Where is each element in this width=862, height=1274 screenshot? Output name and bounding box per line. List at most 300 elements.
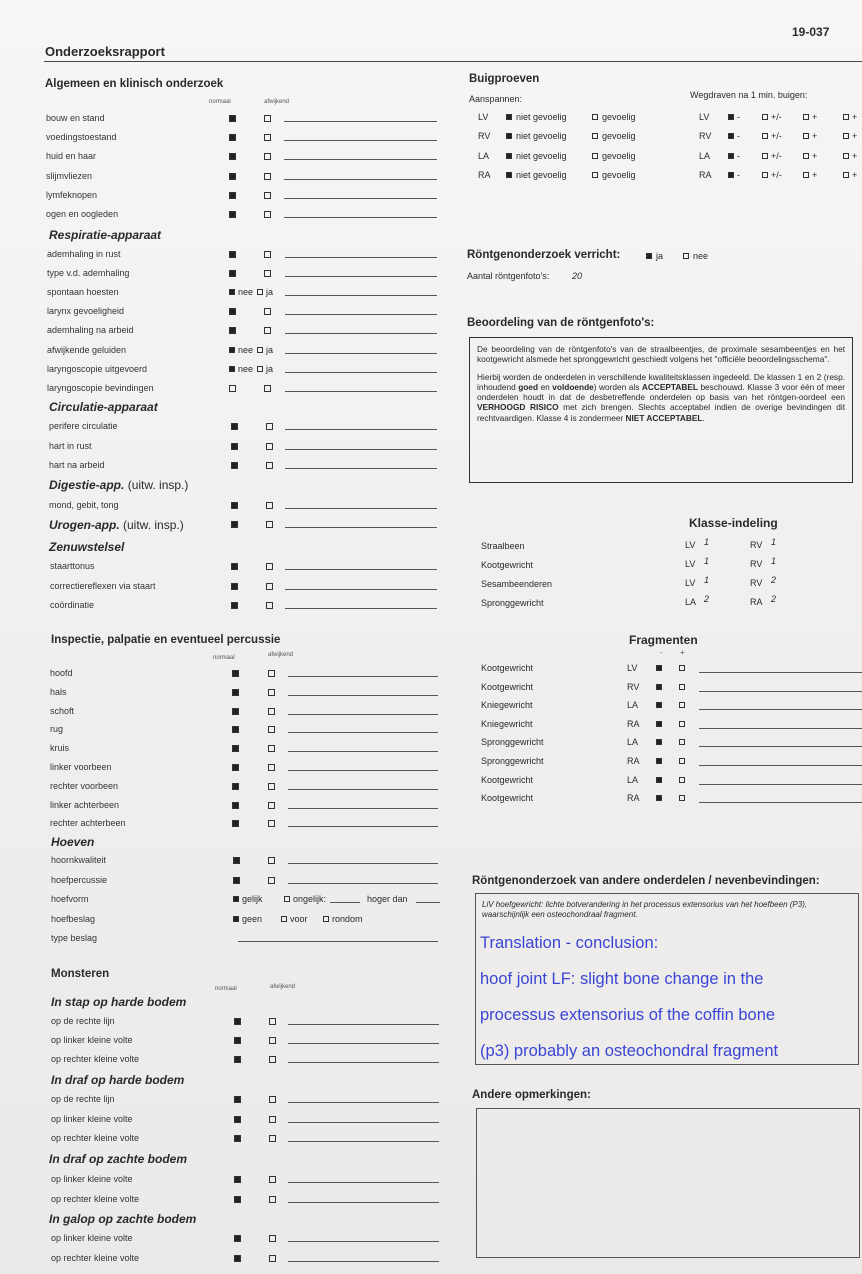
- laryngoscopie-bevindingen-remark-line[interactable]: [285, 391, 437, 392]
- aanspannen-ra-gevoelig-checkbox[interactable]: [592, 172, 598, 178]
- ademhaling-in-rust-remark-line[interactable]: [285, 257, 437, 258]
- fragment-kniegewricht-ra-remark-line[interactable]: [699, 728, 862, 729]
- beoordeling-info-box: [469, 337, 853, 483]
- klasse-straalbeen-value-b: 1: [771, 537, 777, 547]
- voedingstoestand-afwijkend-checkbox[interactable]: [264, 134, 271, 141]
- hoefvorm-ongelijk-line[interactable]: [330, 902, 360, 903]
- row-label-larynx-gevoeligheid: larynx gevoeligheid: [47, 306, 125, 317]
- rechter-achterbeen-remark-line[interactable]: [288, 826, 438, 827]
- row-label-huid-en-haar: huid en haar: [46, 151, 97, 162]
- hoofd-remark-line[interactable]: [288, 676, 438, 677]
- digestie-title: [49, 478, 188, 492]
- hoefbeslag-voor-checkbox[interactable]: [281, 916, 287, 922]
- huid-en-haar-normaal-checkbox[interactable]: [229, 153, 236, 160]
- laryngoscopie-uitgevoerd-remark-line[interactable]: [285, 372, 437, 373]
- fragment-kniegewricht-ra-plus-checkbox[interactable]: [679, 721, 685, 727]
- row-label-hoefbeslag: hoefbeslag: [51, 913, 96, 924]
- fragment-kootgewricht-la-minus-checkbox[interactable]: [656, 777, 662, 783]
- op-de-rechte-lijn-remark-line[interactable]: [288, 1024, 439, 1025]
- op-rechter-kleine-volte-normaal-checkbox[interactable]: [234, 1255, 241, 1262]
- urogen-title: [49, 518, 184, 532]
- zenuwstelsel-title: Zenuwstelsel: [49, 540, 125, 554]
- op-linker-kleine-volte-remark-line[interactable]: [288, 1122, 439, 1123]
- fragment-leg-kootgewricht-rv: RV: [627, 681, 640, 692]
- klasse-spronggewricht-leg-b: RA: [750, 597, 763, 607]
- wegdraven-rv-score-2-checkbox[interactable]: [803, 133, 809, 139]
- fragment-label-spronggewricht-ra: Spronggewricht: [481, 756, 544, 766]
- fragment-leg-spronggewricht-la: LA: [627, 737, 639, 748]
- hart-na-arbeid-remark-line[interactable]: [285, 468, 437, 469]
- op-de-rechte-lijn-afwijkend-checkbox[interactable]: [269, 1018, 276, 1025]
- fragment-kootgewricht-ra-minus-checkbox[interactable]: [656, 795, 662, 801]
- hals-afwijkend-checkbox[interactable]: [268, 689, 275, 696]
- bouw-en-stand-afwijkend-checkbox[interactable]: [264, 115, 271, 122]
- wegdraven-rv-score-0-checkbox[interactable]: [728, 133, 734, 139]
- klasse-kootgewricht-leg-b: RV: [750, 559, 763, 569]
- staarttonus-afwijkend-checkbox[interactable]: [266, 563, 273, 570]
- row-label-op-linker-kleine-volte: op linker kleine volte: [51, 1035, 133, 1045]
- op-rechter-kleine-volte-afwijkend-checkbox[interactable]: [269, 1255, 276, 1262]
- op-rechter-kleine-volte-normaal-checkbox[interactable]: [234, 1056, 241, 1063]
- wegdraven-ra-score-3-checkbox[interactable]: [843, 172, 849, 178]
- row-label-op-linker-kleine-volte: op linker kleine volte: [51, 1233, 133, 1243]
- hoofd-afwijkend-checkbox[interactable]: [268, 670, 275, 677]
- info-text-3: beschouwd. Klasse 3 voor één of meer onderdelen houdt in dat de desbetreffende onderdelen op basis van het röntgen-oordeel een: [477, 381, 845, 403]
- fragment-kootgewricht-ra-remark-line[interactable]: [699, 802, 862, 803]
- hoefbeslag-voor-label: voor: [290, 913, 308, 924]
- row-label-bouw-en-stand: bouw en stand: [46, 113, 105, 123]
- hart-in-rust-remark-line[interactable]: [285, 449, 437, 450]
- wegdraven-leg-lv: LV: [699, 112, 710, 122]
- row-label-mond-gebit-tong: mond, gebit, tong: [49, 500, 119, 510]
- op-de-rechte-lijn-afwijkend-checkbox[interactable]: [269, 1096, 276, 1103]
- op-rechter-kleine-volte-remark-line[interactable]: [288, 1261, 439, 1262]
- translation-heading: Translation - conclusion:: [480, 934, 659, 952]
- klasse-label-sesambeenderen: Sesambeenderen: [481, 579, 553, 589]
- row-label-hoornkwaliteit: hoornkwaliteit: [51, 855, 107, 865]
- correctiereflexen-via-staart-remark-line[interactable]: [285, 589, 437, 590]
- type-v-d-ademhaling-remark-line[interactable]: [285, 276, 437, 277]
- beoordeling-title: Beoordeling van de röntgenfoto's:: [467, 317, 655, 329]
- hoornkwaliteit-normaal-checkbox[interactable]: [233, 857, 240, 864]
- wegdraven-ra-score-3-label: +: [852, 169, 858, 180]
- op-rechter-kleine-volte-afwijkend-checkbox[interactable]: [269, 1135, 276, 1142]
- wegdraven-la-score-1-checkbox[interactable]: [762, 153, 768, 159]
- fragment-spronggewricht-la-remark-line[interactable]: [699, 746, 862, 747]
- fragment-spronggewricht-ra-minus-checkbox[interactable]: [656, 758, 662, 764]
- op-de-rechte-lijn-remark-line[interactable]: [288, 1102, 439, 1103]
- aanspannen-la-gevoelig-checkbox[interactable]: [592, 153, 598, 159]
- rug-remark-line[interactable]: [288, 732, 438, 733]
- xray-nee-checkbox[interactable]: [683, 253, 689, 259]
- fragment-kootgewricht-rv-remark-line[interactable]: [699, 691, 862, 692]
- wegdraven-lv-score-0-label: -: [737, 112, 740, 122]
- larynx-gevoeligheid-afwijkend-checkbox[interactable]: [264, 308, 271, 315]
- row-label-op-rechter-kleine-volte: op rechter kleine volte: [51, 1252, 140, 1263]
- klasse-straalbeen-leg-b: RV: [750, 540, 763, 550]
- row-label-op-rechter-kleine-volte: op rechter kleine volte: [51, 1193, 140, 1204]
- lymfeknopen-afwijkend-checkbox[interactable]: [264, 192, 271, 199]
- urogen-afwijkend-checkbox[interactable]: [266, 521, 273, 528]
- mond-gebit-tong-normaal-checkbox[interactable]: [231, 502, 238, 509]
- row-label-hoefpercussie: hoefpercussie: [51, 874, 108, 885]
- schoft-afwijkend-checkbox[interactable]: [268, 708, 275, 715]
- wegdraven-lv-score-3-checkbox[interactable]: [843, 114, 849, 120]
- hoefvorm-ongelijk-label: ongelijk:: [293, 894, 327, 905]
- urogen-remark-line[interactable]: [285, 527, 437, 528]
- klasse-sesambeenderen-leg-a: LV: [685, 578, 696, 588]
- mond-gebit-tong-remark-line[interactable]: [285, 508, 437, 509]
- co-rdinatie-normaal-checkbox[interactable]: [231, 602, 238, 609]
- monster-draf-zachte-title: In draf op zachte bodem: [49, 1152, 188, 1166]
- hoornkwaliteit-remark-line[interactable]: [288, 863, 438, 864]
- slijmvliezen-remark-line[interactable]: [284, 179, 437, 180]
- ademhaling-na-arbeid-afwijkend-checkbox[interactable]: [264, 327, 271, 334]
- wegdraven-rv-score-3-checkbox[interactable]: [843, 133, 849, 139]
- hart-in-rust-normaal-checkbox[interactable]: [231, 443, 238, 450]
- spontaan-hoesten-nee-checkbox[interactable]: [229, 289, 235, 295]
- huid-en-haar-afwijkend-checkbox[interactable]: [264, 153, 271, 160]
- hoofd-normaal-checkbox[interactable]: [232, 670, 239, 677]
- buigproeven-title: Buigproeven: [469, 73, 540, 85]
- klasse-kootgewricht-value-a: 1: [704, 556, 710, 566]
- wegdraven-rv-score-1-checkbox[interactable]: [762, 133, 768, 139]
- respiratie-title: Respiratie-apparaat: [49, 228, 162, 242]
- hoefpercussie-remark-line[interactable]: [288, 883, 438, 884]
- row-label-hart-na-arbeid: hart na arbeid: [49, 460, 105, 470]
- larynx-gevoeligheid-normaal-checkbox[interactable]: [229, 308, 236, 315]
- hoefvorm-ongelijk-checkbox[interactable]: [284, 896, 290, 902]
- info-verhoogd-risico: VERHOOGD RISICO: [477, 402, 559, 413]
- row-label-ogen-en-oogleden: ogen en oogleden: [46, 209, 119, 219]
- laryngoscopie-uitgevoerd-nee-label: nee: [238, 363, 254, 374]
- kruis-remark-line[interactable]: [288, 751, 438, 752]
- mond-gebit-tong-afwijkend-checkbox[interactable]: [266, 502, 273, 509]
- hoefvorm-gelijk-checkbox[interactable]: [233, 896, 239, 902]
- rechter-achterbeen-normaal-checkbox[interactable]: [232, 820, 239, 827]
- bouw-en-stand-remark-line[interactable]: [284, 121, 437, 122]
- rechter-achterbeen-afwijkend-checkbox[interactable]: [268, 820, 275, 827]
- monster-galop-zachte-title: In galop op zachte bodem: [49, 1212, 197, 1226]
- aanspannen-rv-niet-gevoelig-checkbox[interactable]: [506, 133, 512, 139]
- wegdraven-lv-score-1-checkbox[interactable]: [762, 114, 768, 120]
- row-label-perifere-circulatie: perifere circulatie: [49, 421, 118, 431]
- afwijkende-geluiden-nee-label: nee: [238, 344, 254, 355]
- ademhaling-na-arbeid-remark-line[interactable]: [285, 333, 437, 334]
- hoefvorm-hoger-line[interactable]: [416, 902, 440, 903]
- xray-question: Röntgenonderzoek verricht:: [467, 249, 621, 261]
- ademhaling-in-rust-afwijkend-checkbox[interactable]: [264, 251, 271, 258]
- info-paragraph-1: De beoordeling van de röntgenfoto's van de straalbeentjes, de proximale sesambeentjes en het kootgewricht alsmede het spronggewricht geschiedt volgens het "officiële beoordelingsschema".: [477, 344, 845, 365]
- hals-normaal-checkbox[interactable]: [232, 689, 239, 696]
- row-label-rechter-achterbeen: rechter achterbeen: [50, 818, 126, 829]
- row-label-lymfeknopen: lymfeknopen: [46, 189, 98, 200]
- fragment-kootgewricht-rv-plus-checkbox[interactable]: [679, 684, 685, 690]
- linker-achterbeen-afwijkend-checkbox[interactable]: [268, 802, 275, 809]
- perifere-circulatie-remark-line[interactable]: [285, 429, 437, 430]
- section-inspectie-title: Inspectie, palpatie en eventueel percussie: [51, 634, 281, 646]
- wegdraven-lv-score-2-checkbox[interactable]: [803, 114, 809, 120]
- klasse-straalbeen-value-a: 1: [704, 537, 710, 547]
- wegdraven-la-score-0-checkbox[interactable]: [728, 153, 734, 159]
- hoefbeslag-geen-checkbox[interactable]: [233, 916, 239, 922]
- wegdraven-ra-score-0-label: -: [737, 169, 740, 180]
- aanspannen-la-gevoelig-label: gevoelig: [602, 150, 636, 161]
- voedingstoestand-remark-line[interactable]: [284, 140, 437, 141]
- aanspannen-ra-niet-gevoelig-checkbox[interactable]: [506, 172, 512, 178]
- slijmvliezen-afwijkend-checkbox[interactable]: [264, 173, 271, 180]
- kruis-normaal-checkbox[interactable]: [232, 745, 239, 752]
- hart-in-rust-afwijkend-checkbox[interactable]: [266, 443, 273, 450]
- op-linker-kleine-volte-normaal-checkbox[interactable]: [234, 1037, 241, 1044]
- hoefbeslag-rondom-label: rondom: [332, 913, 363, 924]
- row-label-laryngoscopie-bevindingen: laryngoscopie bevindingen: [47, 382, 154, 393]
- staarttonus-normaal-checkbox[interactable]: [231, 563, 238, 570]
- hals-remark-line[interactable]: [288, 695, 438, 696]
- row-label-op-de-rechte-lijn: op de rechte lijn: [51, 1016, 115, 1026]
- aanspannen-leg-ra: RA: [478, 169, 491, 180]
- op-rechter-kleine-volte-remark-line[interactable]: [288, 1062, 439, 1063]
- op-rechter-kleine-volte-afwijkend-checkbox[interactable]: [269, 1056, 276, 1063]
- aanspannen-lv-niet-gevoelig-checkbox[interactable]: [506, 114, 512, 120]
- laryngoscopie-bevindingen-normaal-checkbox[interactable]: [229, 385, 236, 392]
- wegdraven-la-score-2-checkbox[interactable]: [803, 153, 809, 159]
- wegdraven-rv-score-0-label: -: [737, 131, 740, 142]
- op-rechter-kleine-volte-remark-line[interactable]: [288, 1202, 439, 1203]
- fragment-kootgewricht-lv-plus-checkbox[interactable]: [679, 665, 685, 671]
- type-v-d-ademhaling-afwijkend-checkbox[interactable]: [264, 270, 271, 277]
- row-label-correctiereflexen-via-staart: correctiereflexen via staart: [50, 580, 156, 591]
- row-label-kruis: kruis: [50, 743, 70, 754]
- linker-voorbeen-afwijkend-checkbox[interactable]: [268, 764, 275, 771]
- col-normaal-label: normaal: [209, 99, 231, 105]
- wegdraven-ra-score-2-checkbox[interactable]: [803, 172, 809, 178]
- info-niet-acceptabel: NIET ACCEPTABEL: [625, 412, 703, 423]
- type-beslag-remark-line[interactable]: [238, 941, 438, 942]
- spontaan-hoesten-ja-checkbox[interactable]: [257, 289, 263, 295]
- rechter-voorbeen-afwijkend-checkbox[interactable]: [268, 783, 275, 790]
- header-divider: [44, 61, 862, 62]
- lymfeknopen-normaal-checkbox[interactable]: [229, 192, 236, 199]
- laryngoscopie-uitgevoerd-ja-checkbox[interactable]: [257, 366, 263, 372]
- wegdraven-ra-score-1-checkbox[interactable]: [762, 172, 768, 178]
- aanspannen-ra-niet-gevoelig-label: niet gevoelig: [516, 169, 567, 180]
- type-v-d-ademhaling-normaal-checkbox[interactable]: [229, 270, 236, 277]
- rechter-voorbeen-normaal-checkbox[interactable]: [232, 783, 239, 790]
- afwijkende-geluiden-remark-line[interactable]: [285, 353, 437, 354]
- row-label-hoefvorm: hoefvorm: [51, 894, 89, 905]
- klasse-sesambeenderen-value-a: 1: [704, 575, 710, 585]
- klasse-label-kootgewricht: Kootgewricht: [481, 560, 534, 570]
- aanspannen-rv-gevoelig-label: gevoelig: [602, 131, 636, 142]
- lymfeknopen-remark-line[interactable]: [284, 198, 437, 199]
- hoornkwaliteit-afwijkend-checkbox[interactable]: [268, 857, 275, 864]
- fragment-leg-kootgewricht-ra: RA: [627, 793, 640, 804]
- op-linker-kleine-volte-afwijkend-checkbox[interactable]: [269, 1037, 276, 1044]
- row-label-rechter-voorbeen: rechter voorbeen: [50, 780, 119, 791]
- findings-box: [475, 893, 859, 1065]
- col-afwijkend-label-2: afwijkend: [268, 652, 294, 658]
- fragment-kootgewricht-la-remark-line[interactable]: [699, 784, 862, 785]
- afwijkende-geluiden-nee-checkbox[interactable]: [229, 347, 235, 353]
- fragment-leg-kniegewricht-ra: RA: [627, 718, 640, 729]
- correctiereflexen-via-staart-normaal-checkbox[interactable]: [231, 583, 238, 590]
- translation-line-3: (p3) probably an osteochondral fragment: [480, 1042, 779, 1060]
- digestie-title-text: Digestie-app.: [49, 478, 125, 492]
- wegdraven-la-score-3-checkbox[interactable]: [843, 153, 849, 159]
- op-linker-kleine-volte-remark-line[interactable]: [288, 1182, 439, 1183]
- fragment-spronggewricht-ra-remark-line[interactable]: [699, 765, 862, 766]
- schoft-remark-line[interactable]: [288, 714, 438, 715]
- op-rechter-kleine-volte-remark-line[interactable]: [288, 1141, 439, 1142]
- perifere-circulatie-normaal-checkbox[interactable]: [231, 423, 238, 430]
- linker-achterbeen-normaal-checkbox[interactable]: [232, 802, 239, 809]
- kruis-afwijkend-checkbox[interactable]: [268, 745, 275, 752]
- slijmvliezen-normaal-checkbox[interactable]: [229, 173, 236, 180]
- fragment-leg-kootgewricht-lv: LV: [627, 663, 638, 673]
- row-label-co-rdinatie: coördinatie: [50, 600, 95, 610]
- fragment-kootgewricht-lv-remark-line[interactable]: [699, 672, 862, 673]
- ademhaling-na-arbeid-normaal-checkbox[interactable]: [229, 327, 236, 334]
- spontaan-hoesten-remark-line[interactable]: [285, 295, 437, 296]
- fragment-minus-head: -: [660, 648, 663, 657]
- ogen-en-oogleden-remark-line[interactable]: [284, 217, 437, 218]
- xray-ja-checkbox[interactable]: [646, 253, 652, 259]
- op-linker-kleine-volte-remark-line[interactable]: [288, 1241, 439, 1242]
- fragment-kniegewricht-la-plus-checkbox[interactable]: [679, 702, 685, 708]
- spontaan-hoesten-nee-label: nee: [238, 287, 254, 298]
- ogen-en-oogleden-afwijkend-checkbox[interactable]: [264, 211, 271, 218]
- op-de-rechte-lijn-normaal-checkbox[interactable]: [234, 1096, 241, 1103]
- ademhaling-in-rust-normaal-checkbox[interactable]: [229, 251, 236, 258]
- col-normaal-label-3: normaal: [215, 986, 237, 992]
- afwijkende-geluiden-ja-checkbox[interactable]: [257, 347, 263, 353]
- fragment-spronggewricht-la-minus-checkbox[interactable]: [656, 739, 662, 745]
- co-rdinatie-afwijkend-checkbox[interactable]: [266, 602, 273, 609]
- klasse-label-straalbeen: Straalbeen: [481, 541, 525, 551]
- row-label-hoofd: hoofd: [50, 668, 73, 678]
- row-label-rug: rug: [50, 724, 64, 735]
- fragment-spronggewricht-la-plus-checkbox[interactable]: [679, 739, 685, 745]
- fragment-kootgewricht-ra-plus-checkbox[interactable]: [679, 795, 685, 801]
- klasse-kootgewricht-value-b: 1: [771, 556, 777, 566]
- aanspannen-rv-gevoelig-checkbox[interactable]: [592, 133, 598, 139]
- op-linker-kleine-volte-normaal-checkbox[interactable]: [234, 1235, 241, 1242]
- info-text-1: Hierbij worden de onderdelen in verschillende kwaliteitsklassen ingedeeld. De klassen 1 en 2 (resp. inhoudend: [477, 371, 845, 392]
- wegdraven-la-score-3-label: +: [852, 150, 858, 161]
- op-linker-kleine-volte-afwijkend-checkbox[interactable]: [269, 1176, 276, 1183]
- op-linker-kleine-volte-remark-line[interactable]: [288, 1043, 439, 1044]
- fragment-label-kootgewricht-la: Kootgewricht: [481, 774, 534, 785]
- bouw-en-stand-normaal-checkbox[interactable]: [229, 115, 236, 122]
- afwijkende-geluiden-ja-label: ja: [266, 344, 274, 355]
- op-rechter-kleine-volte-normaal-checkbox[interactable]: [234, 1135, 241, 1142]
- larynx-gevoeligheid-remark-line[interactable]: [285, 314, 437, 315]
- info-text-4: met zich brengen. Slechts acceptabel indien de overige bevindingen dit rechtvaardigen. Klasse 4 is zondermeer: [477, 402, 846, 423]
- rug-normaal-checkbox[interactable]: [232, 726, 239, 733]
- fragment-kniegewricht-la-remark-line[interactable]: [699, 709, 862, 710]
- aanspannen-la-niet-gevoelig-checkbox[interactable]: [506, 153, 512, 159]
- fragment-kootgewricht-la-plus-checkbox[interactable]: [679, 777, 685, 783]
- op-de-rechte-lijn-normaal-checkbox[interactable]: [234, 1018, 241, 1025]
- schoft-normaal-checkbox[interactable]: [232, 708, 239, 715]
- finding-text: LiV hoefgewricht: lichte botverandering in het processus extensorius van het hoefbeen (P3), waarschijnlijk een osteochondraal fragment.: [482, 900, 808, 919]
- perifere-circulatie-afwijkend-checkbox[interactable]: [266, 423, 273, 430]
- klasse-kootgewricht-leg-a: LV: [685, 559, 696, 569]
- translation-line-2: processus extensorius of the coffin bone: [480, 1006, 776, 1024]
- op-linker-kleine-volte-afwijkend-checkbox[interactable]: [269, 1235, 276, 1242]
- hoefbeslag-rondom-checkbox[interactable]: [323, 916, 329, 922]
- row-label-op-rechter-kleine-volte: op rechter kleine volte: [51, 1133, 140, 1143]
- staarttonus-remark-line[interactable]: [285, 569, 437, 570]
- fragment-spronggewricht-ra-plus-checkbox[interactable]: [679, 758, 685, 764]
- hoefvorm-gelijk-label: gelijk: [242, 894, 263, 905]
- wegdraven-label: Wegdraven na 1 min. buigen:: [690, 90, 808, 100]
- row-label-op-rechter-kleine-volte: op rechter kleine volte: [51, 1054, 140, 1064]
- fragment-leg-kniegewricht-la: LA: [627, 700, 639, 711]
- xray-ja-label: ja: [656, 251, 664, 261]
- ogen-en-oogleden-normaal-checkbox[interactable]: [229, 211, 236, 218]
- hoefpercussie-normaal-checkbox[interactable]: [233, 877, 240, 884]
- correctiereflexen-via-staart-afwijkend-checkbox[interactable]: [266, 583, 273, 590]
- linker-achterbeen-remark-line[interactable]: [288, 808, 438, 809]
- rechter-voorbeen-remark-line[interactable]: [288, 789, 438, 790]
- fragment-kootgewricht-rv-minus-checkbox[interactable]: [656, 684, 662, 690]
- andere-onderdelen-title: Röntgenonderzoek van andere onderdelen / nevenbevindingen:: [472, 875, 820, 887]
- op-linker-kleine-volte-afwijkend-checkbox[interactable]: [269, 1116, 276, 1123]
- op-linker-kleine-volte-normaal-checkbox[interactable]: [234, 1116, 241, 1123]
- op-rechter-kleine-volte-afwijkend-checkbox[interactable]: [269, 1196, 276, 1203]
- laryngoscopie-uitgevoerd-ja-label: ja: [266, 363, 274, 374]
- fragment-kootgewricht-lv-minus-checkbox[interactable]: [656, 665, 662, 671]
- row-label-ademhaling-na-arbeid: ademhaling na arbeid: [47, 325, 134, 336]
- row-label-laryngoscopie-uitgevoerd: laryngoscopie uitgevoerd: [47, 363, 148, 374]
- wegdraven-lv-score-0-checkbox[interactable]: [728, 114, 734, 120]
- row-label-op-de-rechte-lijn: op de rechte lijn: [51, 1094, 115, 1104]
- xray-nee-label: nee: [693, 251, 709, 261]
- linker-voorbeen-normaal-checkbox[interactable]: [232, 764, 239, 771]
- aanspannen-lv-gevoelig-checkbox[interactable]: [592, 114, 598, 120]
- hart-na-arbeid-normaal-checkbox[interactable]: [231, 462, 238, 469]
- laryngoscopie-bevindingen-afwijkend-checkbox[interactable]: [264, 385, 271, 392]
- document-title: Onderzoeksrapport: [45, 44, 165, 59]
- urogen-normaal-checkbox[interactable]: [231, 521, 238, 528]
- huid-en-haar-remark-line[interactable]: [284, 159, 437, 160]
- fragment-kniegewricht-ra-minus-checkbox[interactable]: [656, 721, 662, 727]
- fragment-label-spronggewricht-la: Spronggewricht: [481, 737, 544, 748]
- wegdraven-ra-score-0-checkbox[interactable]: [728, 172, 734, 178]
- op-linker-kleine-volte-normaal-checkbox[interactable]: [234, 1176, 241, 1183]
- linker-voorbeen-remark-line[interactable]: [288, 770, 438, 771]
- op-rechter-kleine-volte-normaal-checkbox[interactable]: [234, 1196, 241, 1203]
- rug-afwijkend-checkbox[interactable]: [268, 726, 275, 733]
- voedingstoestand-normaal-checkbox[interactable]: [229, 134, 236, 141]
- urogen-title-text: Urogen-app.: [49, 518, 120, 532]
- aanspannen-ra-gevoelig-label: gevoelig: [602, 169, 636, 180]
- hoeven-title: Hoeven: [51, 835, 95, 849]
- hoefpercussie-afwijkend-checkbox[interactable]: [268, 877, 275, 884]
- laryngoscopie-uitgevoerd-nee-checkbox[interactable]: [229, 366, 235, 372]
- fragment-kniegewricht-la-minus-checkbox[interactable]: [656, 702, 662, 708]
- klasse-straalbeen-leg-a: LV: [685, 540, 696, 550]
- klasse-sesambeenderen-leg-b: RV: [750, 578, 763, 588]
- wegdraven-leg-la: LA: [699, 150, 711, 161]
- co-rdinatie-remark-line[interactable]: [285, 608, 437, 609]
- info-text-end: .: [702, 412, 705, 423]
- hart-na-arbeid-afwijkend-checkbox[interactable]: [266, 462, 273, 469]
- opmerkingen-box[interactable]: [476, 1108, 860, 1258]
- hoefbeslag-geen-label: geen: [242, 913, 263, 924]
